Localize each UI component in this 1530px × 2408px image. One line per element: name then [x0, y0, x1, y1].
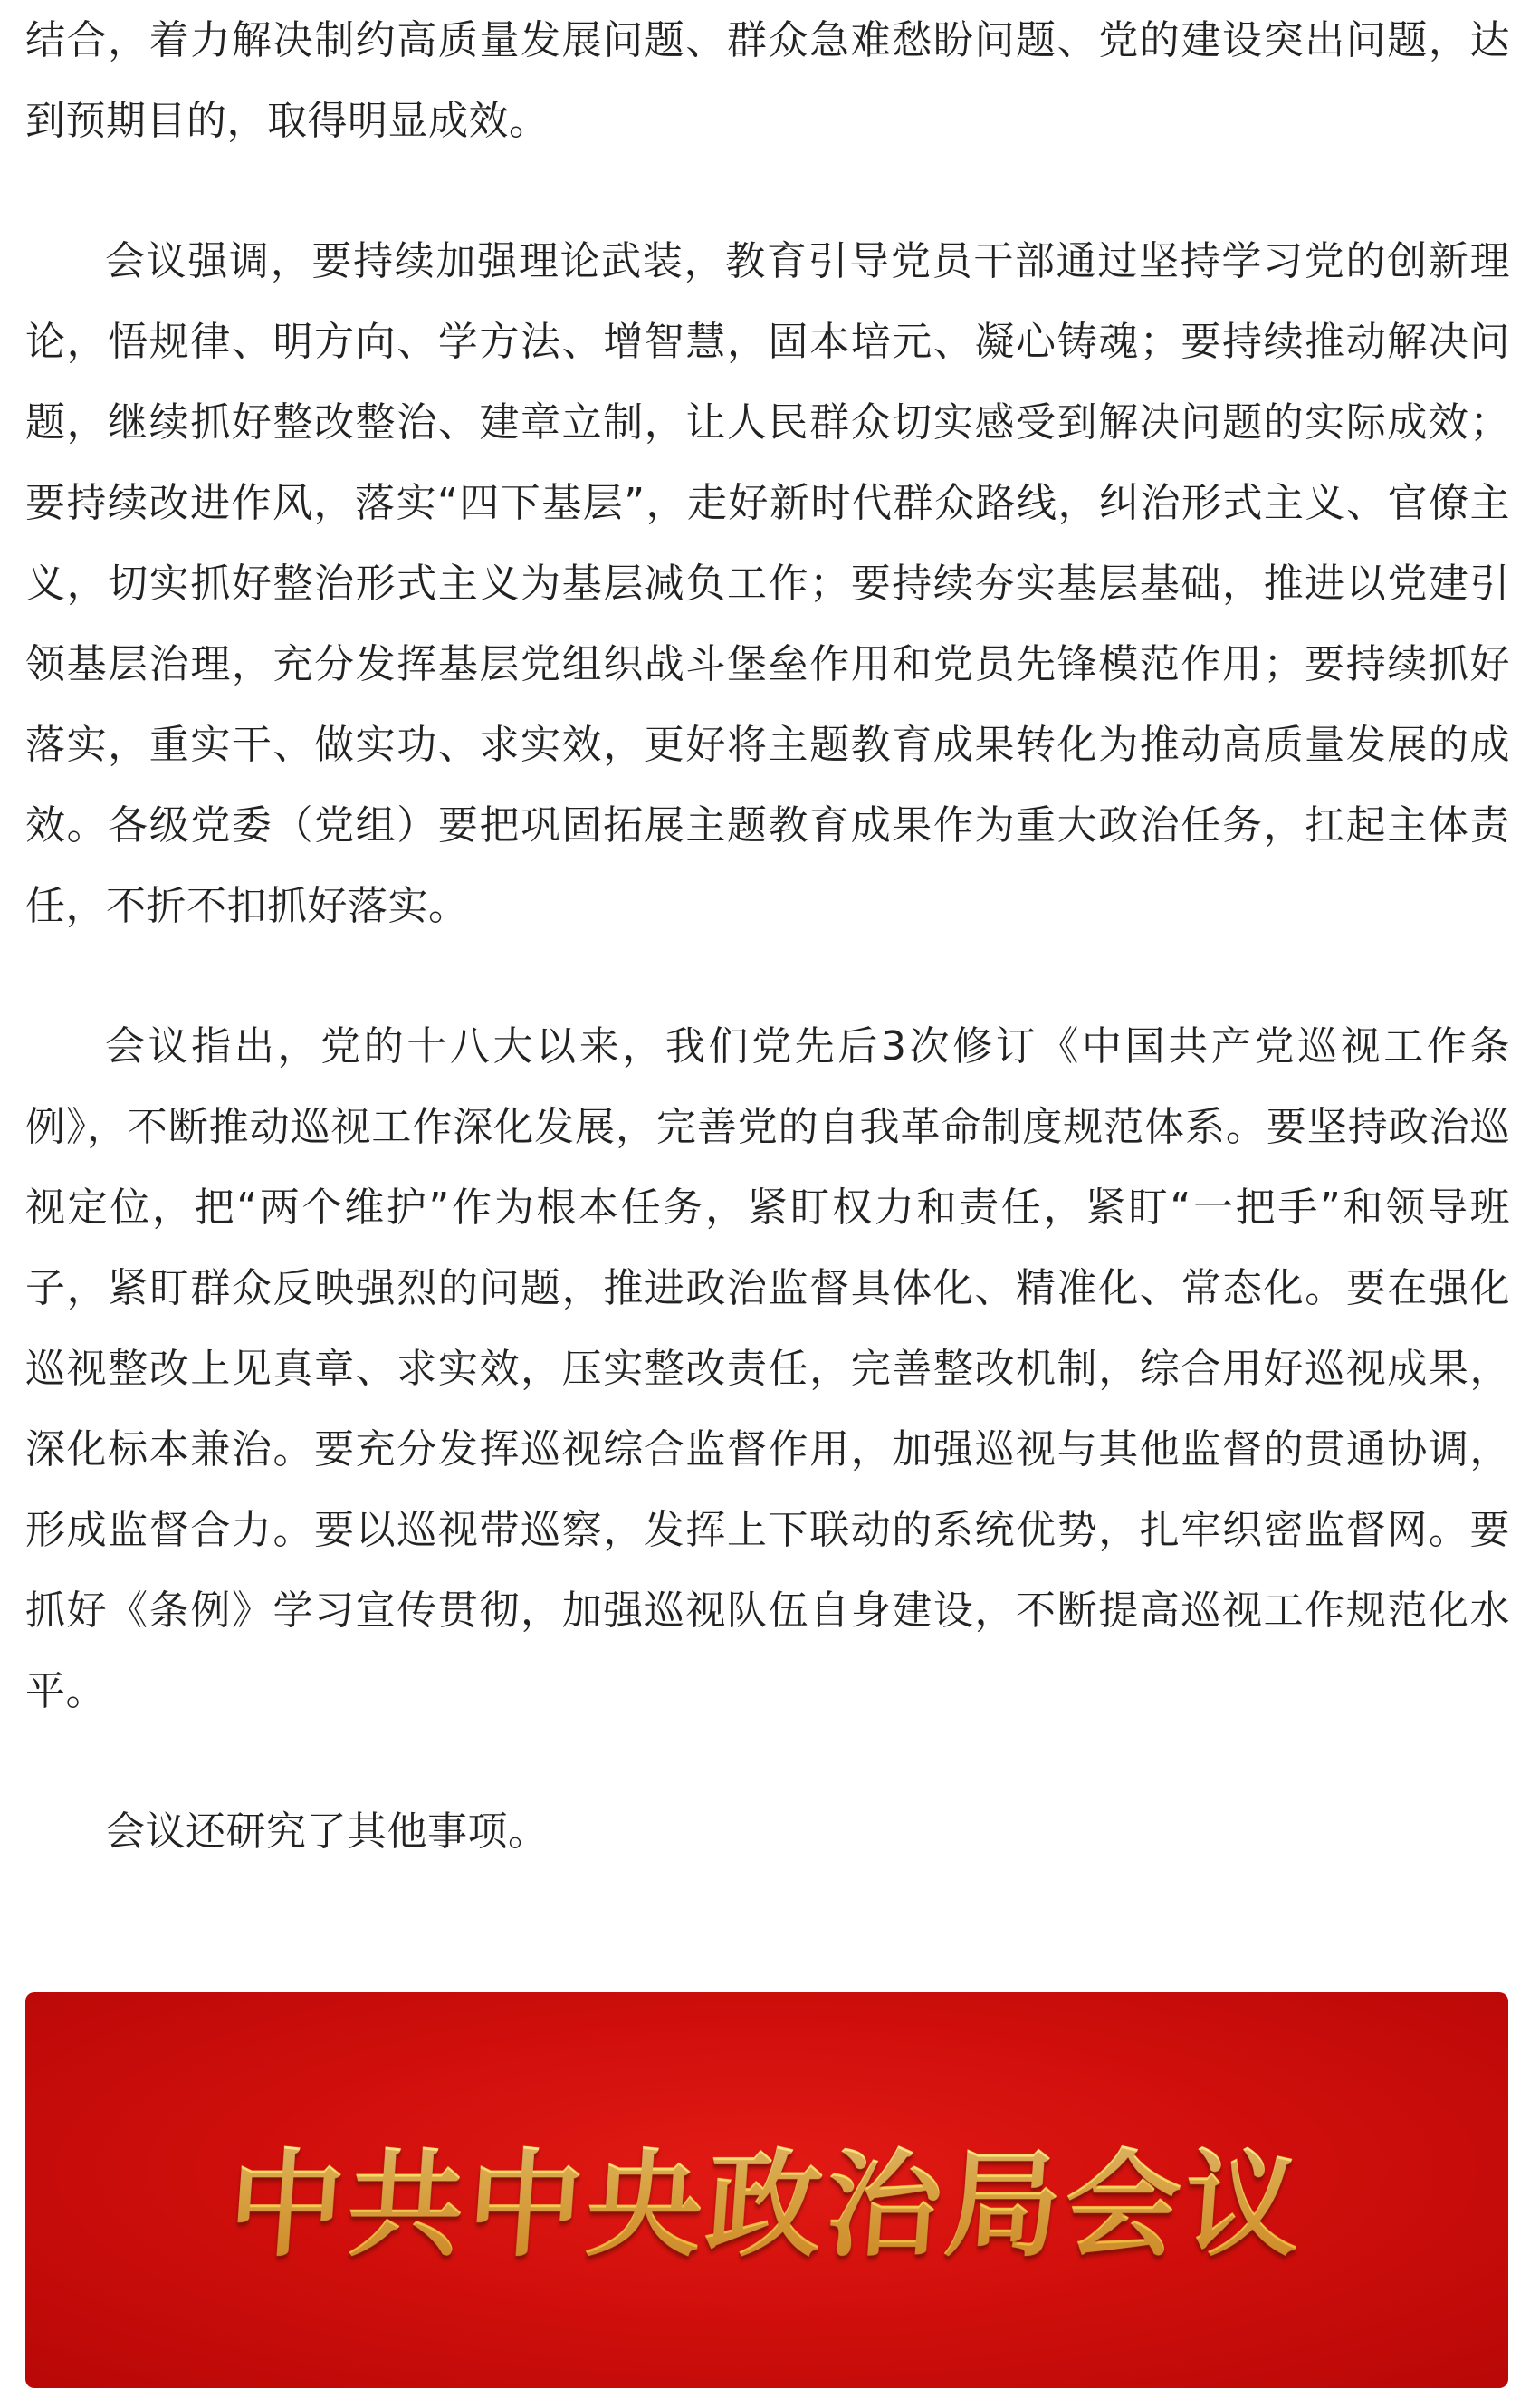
- paragraph-other-matters: 会议还研究了其他事项。: [105, 1808, 549, 1855]
- banner-title: 中共中央政治局会议: [224, 2112, 1311, 2278]
- meeting-banner: [25, 1992, 1508, 2388]
- paragraph-gap: [25, 161, 1510, 221]
- paragraph-emphasis: 会议强调，要持续加强理论武装，教育引导党员干部通过坚持学习党的创新理论，悟规律、明方向、学方法、增智慧，固本培元、凝心铸魂；要持续推动解决问题，继续抓好整改整治、建章立制，让人民群众切实感受到解决问题的实际成效；要持续改进作风，落实“四下基层”，走好新时代群众路线，纠治形式主义、官僚主义，切实抓好整治形式主义为基层减负工作；要持续夯实基层基础，推进以党建引领基层治理，充分发挥基层党组织战斗堡垒作用和党员先锋模范作用；要持续抓好落实，重实干、做实功、求实效，更好将主题教育成果转化为推动高质量发展的成效。各级党委（党组）要把巩固拓展主题教育成果作为重大政治任务，扛起主体责任，不折不扣抓好落实。: [25, 238, 1510, 929]
- paragraph-gap: [25, 1732, 1510, 1791]
- article-body: [25, 0, 1510, 1872]
- paragraph-inspection: 会议指出，党的十八大以来，我们党先后3次修订《中国共产党巡视工作条例》，不断推动巡视工作深化发展，完善党的自我革命制度规范体系。要坚持政治巡视定位，把“两个维护”作为根本任务，紧盯权力和责任，紧盯“一把手”和领导班子，紧盯群众反映强烈的问题，推进政治监督具体化、精准化、常态化。要在强化巡视整改上见真章、求实效，压实整改责任，完善整改机制，综合用好巡视成果，深化标本兼治。要充分发挥巡视综合监督作用，加强巡视与其他监督的贯通协调，形成监督合力。要以巡视带巡察，发挥上下联动的系统优势，扎牢织密监督网。要抓好《条例》学习宣传贯彻，加强巡视队伍自身建设，不断提高巡视工作规范化水平。: [25, 1023, 1510, 1714]
- paragraph-gap: [25, 946, 1510, 1006]
- paragraph-continued: 结合，着力解决制约高质量发展问题、群众急难愁盼问题、党的建设突出问题，达到预期目的，取得明显成效。: [25, 17, 1510, 144]
